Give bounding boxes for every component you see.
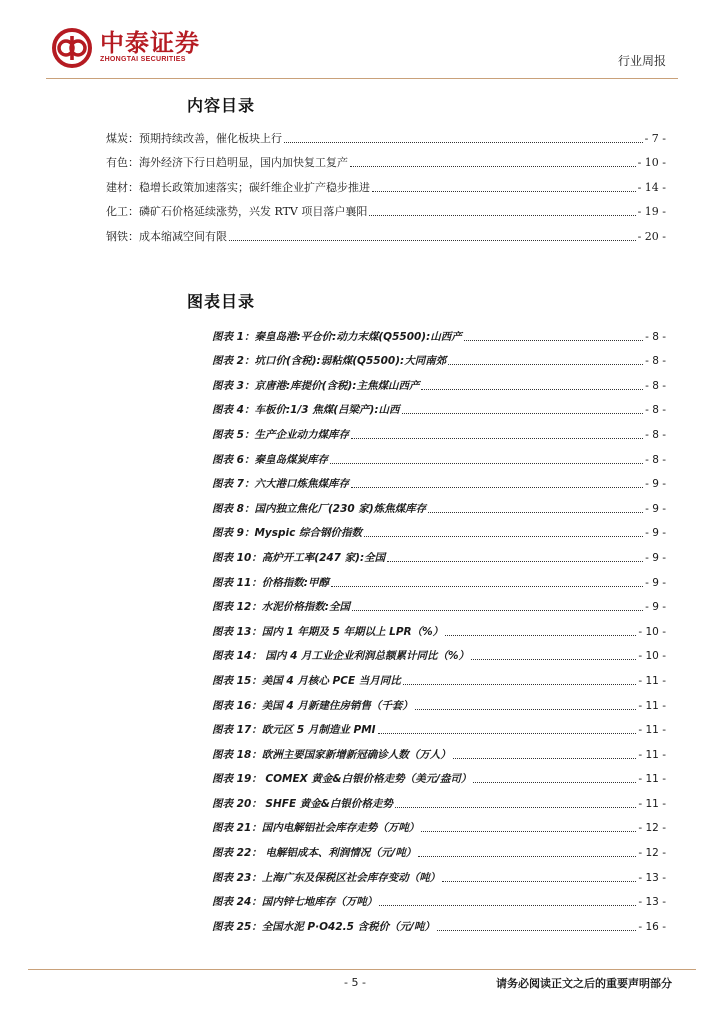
figure-entry-title: 图表 23：上海广东及保税区社会库存变动（吨） xyxy=(212,871,441,884)
figure-entry-title: 图表 2：坑口价(含税):弱粘煤(Q5500):大同南郊 xyxy=(212,355,447,368)
figure-entry[interactable] xyxy=(212,590,666,615)
toc-entry-title: 化工：磷矿石价格延续涨势，兴发 RTV 项目落户襄阳 xyxy=(106,205,368,219)
figure-entry[interactable] xyxy=(212,688,666,713)
dot-leader xyxy=(331,585,643,587)
toc-entry-page: - 20 - xyxy=(637,229,666,243)
figure-entry-title: 图表 7：六大港口炼焦煤库存 xyxy=(212,478,349,491)
toc-entry[interactable] xyxy=(106,195,666,220)
figure-entry-title: 图表 17：欧元区 5 月制造业 PMI xyxy=(212,724,376,737)
figure-entry-page: - 10 - xyxy=(638,650,666,663)
figure-entry-title: 图表 11：价格指数:甲醇 xyxy=(212,576,329,589)
figure-entry-page: - 13 - xyxy=(638,871,666,884)
dot-leader xyxy=(350,165,636,167)
figure-entry[interactable] xyxy=(212,368,666,393)
figure-entry-page: - 8 - xyxy=(645,428,666,441)
dot-leader xyxy=(395,806,636,808)
figure-entry[interactable] xyxy=(212,442,666,467)
dot-leader xyxy=(351,486,643,488)
dot-leader xyxy=(402,412,644,414)
figures-title: 图表目录 xyxy=(187,292,256,311)
logo-english-name: ZHONGTAI SECURITIES xyxy=(100,56,186,63)
dot-leader xyxy=(229,239,636,241)
dot-leader xyxy=(330,462,643,464)
page-header xyxy=(0,0,724,80)
dot-leader xyxy=(378,732,637,734)
dot-leader xyxy=(453,757,637,759)
figure-entry-page: - 9 - xyxy=(645,478,666,491)
figure-entry[interactable] xyxy=(212,417,666,442)
dot-leader xyxy=(387,560,643,562)
figure-entry[interactable] xyxy=(212,393,666,418)
figure-entry-page: - 8 - xyxy=(645,355,666,368)
toc-entry-title: 有色：海外经济下行日趋明显，国内加快复工复产 xyxy=(106,156,348,170)
figure-entry-title: 图表 5：生产企业动力煤库存 xyxy=(212,428,349,441)
figure-entry-title: 图表 24：国内锌七地库存（万吨） xyxy=(212,896,378,909)
figure-entry[interactable] xyxy=(212,516,666,541)
figure-entry[interactable] xyxy=(212,344,666,369)
figure-entry[interactable] xyxy=(212,786,666,811)
figure-entry[interactable] xyxy=(212,885,666,910)
figure-entry-title: 图表 21：国内电解铝社会库存走势（万吨） xyxy=(212,822,420,835)
dot-leader xyxy=(352,609,643,611)
dot-leader xyxy=(372,190,636,192)
toc-entry[interactable] xyxy=(106,219,666,244)
dot-leader xyxy=(464,339,643,341)
dot-leader xyxy=(379,904,636,906)
figure-entry-page: - 9 - xyxy=(645,601,666,614)
figure-entry[interactable] xyxy=(212,737,666,762)
toc-entry-title: 钢铁：成本缩减空间有限 xyxy=(106,229,227,243)
dot-leader xyxy=(442,880,636,882)
dot-leader xyxy=(351,437,643,439)
figure-entry[interactable] xyxy=(212,540,666,565)
dot-leader xyxy=(364,535,643,537)
figure-entry[interactable] xyxy=(212,614,666,639)
dot-leader xyxy=(471,658,636,660)
figure-entry-title: 图表 14： 国内 4 月工业企业利润总额累计同比（%） xyxy=(212,650,470,663)
figure-entry-title: 图表 1：秦皇岛港:平仓价:动力末煤(Q5500):山西产 xyxy=(212,330,462,343)
disclaimer-text: 请务必阅读正文之后的重要声明部分 xyxy=(496,977,672,990)
figure-entry[interactable] xyxy=(212,811,666,836)
figure-entry-page: - 9 - xyxy=(645,527,666,540)
figure-entry-page: - 9 - xyxy=(645,576,666,589)
contents-title: 内容目录 xyxy=(187,96,256,115)
figure-entry-page: - 11 - xyxy=(638,773,666,786)
figures-list xyxy=(212,319,666,934)
toc-entry-page: - 14 - xyxy=(637,180,666,194)
figure-entry-title: 图表 15：美国 4 月核心 PCE 当月同比 xyxy=(212,674,401,687)
figure-entry-title: 图表 9：Myspic 综合钢价指数 xyxy=(212,527,362,540)
page-number: - 5 - xyxy=(344,976,366,989)
dot-leader xyxy=(445,634,636,636)
toc-entry[interactable] xyxy=(106,146,666,171)
figure-entry-title: 图表 12：水泥价格指数:全国 xyxy=(212,601,350,614)
figure-entry-page: - 8 - xyxy=(645,453,666,466)
toc-entry-page: - 10 - xyxy=(637,156,666,170)
dot-leader xyxy=(421,830,636,832)
figure-entry-page: - 8 - xyxy=(645,379,666,392)
toc-entry-title: 建材：稳增长政策加速落实；碳纤维企业扩产稳步推进 xyxy=(106,180,370,194)
logo-chinese-name: 中泰证券 xyxy=(100,29,200,57)
figure-entry[interactable] xyxy=(212,860,666,885)
figure-entry-title: 图表 22： 电解铝成本、利润情况（元/吨） xyxy=(212,847,417,860)
figure-entry-page: - 11 - xyxy=(638,724,666,737)
report-type-label: 行业周报 xyxy=(617,54,666,68)
figure-entry-page: - 8 - xyxy=(645,330,666,343)
figure-entry-page: - 11 - xyxy=(638,797,666,810)
figure-entry-page: - 10 - xyxy=(638,625,666,638)
toc-entry-title: 煤炭：预期持续改善，催化板块上行 xyxy=(106,131,282,145)
company-logo xyxy=(52,28,200,68)
figure-entry[interactable] xyxy=(212,835,666,860)
figure-entry[interactable] xyxy=(212,713,666,738)
toc-entry[interactable] xyxy=(106,121,666,146)
figure-entry-title: 图表 25：全国水泥 P·O42.5 含税价（元/吨） xyxy=(212,920,435,933)
dot-leader xyxy=(448,363,643,365)
toc-entry[interactable] xyxy=(106,170,666,195)
figure-entry-title: 图表 19： COMEX 黄金&白银价格走势（美元/盎司） xyxy=(212,773,472,786)
figure-entry-page: - 9 - xyxy=(645,502,666,515)
figure-entry[interactable] xyxy=(212,565,666,590)
figure-entry-title: 图表 6：秦皇岛煤炭库存 xyxy=(212,453,328,466)
dot-leader xyxy=(284,141,643,143)
footer-divider xyxy=(28,969,696,970)
zhongtai-logo-icon xyxy=(52,28,92,68)
figure-entry[interactable] xyxy=(212,663,666,688)
figure-entry-page: - 12 - xyxy=(638,847,666,860)
figure-entry-title: 图表 4：车板价:1/3 焦煤(吕梁产):山西 xyxy=(212,404,400,417)
dot-leader xyxy=(428,511,643,513)
figure-entry-page: - 12 - xyxy=(638,822,666,835)
contents-list xyxy=(106,121,666,244)
figure-entry[interactable] xyxy=(212,491,666,516)
figure-entry[interactable] xyxy=(212,639,666,664)
dot-leader xyxy=(473,781,636,783)
header-divider xyxy=(46,78,678,79)
figure-entry-title: 图表 8：国内独立焦化厂(230 家)炼焦煤库存 xyxy=(212,502,427,515)
figure-entry-page: - 11 - xyxy=(638,699,666,712)
figure-entry[interactable] xyxy=(212,467,666,492)
toc-entry-page: - 19 - xyxy=(637,205,666,219)
toc-entry-page: - 7 - xyxy=(644,131,666,145)
figure-entry[interactable] xyxy=(212,762,666,787)
figure-entry-page: - 11 - xyxy=(638,674,666,687)
dot-leader xyxy=(421,388,643,390)
dot-leader xyxy=(403,683,637,685)
dot-leader xyxy=(415,708,636,710)
dot-leader xyxy=(418,855,636,857)
figure-entry-title: 图表 3：京唐港:库提价(含税):主焦煤山西产 xyxy=(212,379,420,392)
figure-entry-title: 图表 20： SHFE 黄金&白银价格走势 xyxy=(212,797,393,810)
figure-entry-page: - 9 - xyxy=(645,551,666,564)
figure-entry[interactable] xyxy=(212,319,666,344)
figure-entry-title: 图表 18：欧洲主要国家新增新冠确诊人数（万人） xyxy=(212,748,451,761)
figure-entry-title: 图表 10：高炉开工率(247 家):全国 xyxy=(212,551,386,564)
figure-entry[interactable] xyxy=(212,909,666,934)
figure-entry-title: 图表 16：美国 4 月新建住房销售（千套） xyxy=(212,699,413,712)
figure-entry-page: - 13 - xyxy=(638,896,666,909)
figure-entry-title: 图表 13：国内 1 年期及 5 年期以上 LPR（%） xyxy=(212,625,444,638)
dot-leader xyxy=(437,929,636,931)
dot-leader xyxy=(369,214,635,216)
figure-entry-page: - 8 - xyxy=(645,404,666,417)
figure-entry-page: - 16 - xyxy=(638,920,666,933)
figure-entry-page: - 11 - xyxy=(638,748,666,761)
